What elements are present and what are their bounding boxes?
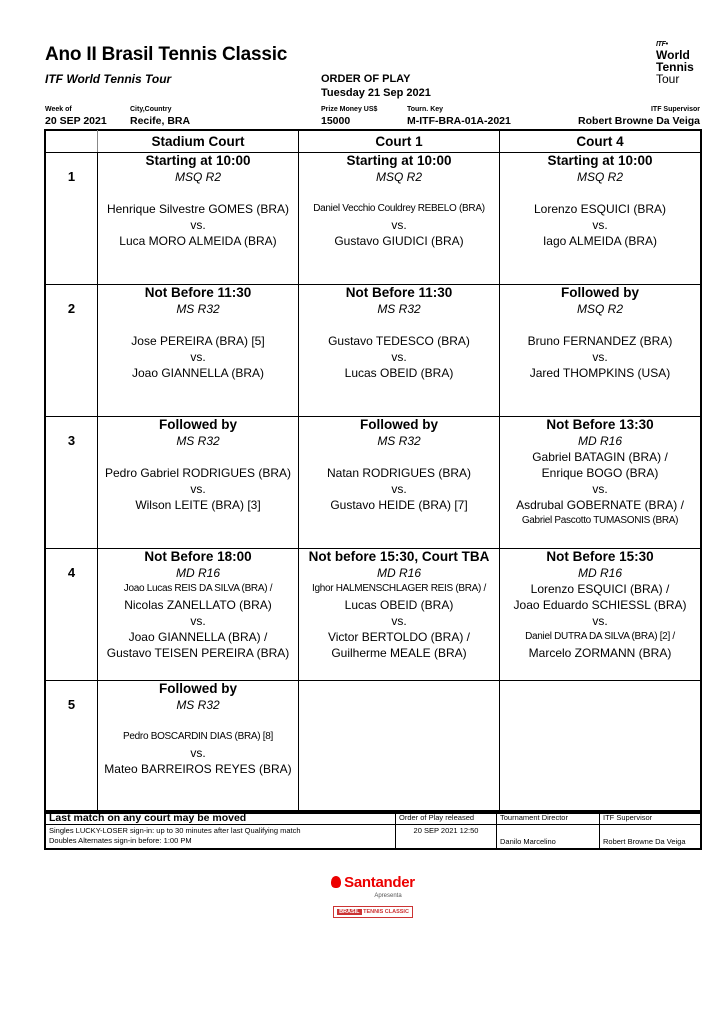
sponsor-name: Santander: [344, 874, 415, 891]
play-date: Tuesday 21 Sep 2021: [321, 87, 431, 99]
player-1: Pedro BOSCARDIN DIAS (BRA) [8]: [123, 731, 273, 742]
match-round: MSQ R2: [576, 302, 623, 316]
player-1: Natan RODRIGUES (BRA): [326, 466, 472, 480]
alternates-note: Doubles Alternates sign-in before: 1:00 PM: [49, 836, 192, 845]
sponsor-tagline: Apresenta: [374, 893, 402, 899]
released-value: 20 SEP 2021 12:50: [396, 825, 497, 849]
versus: vs.: [190, 482, 206, 496]
match-status: Not Before 11:30: [144, 285, 252, 300]
match-cell: [500, 417, 701, 549]
player-2b: Marcelo ZORMANN (BRA): [528, 646, 672, 660]
court-header-row: [46, 131, 701, 153]
event-logo-part-a: BRASIL: [339, 909, 360, 915]
match-row: [46, 153, 701, 285]
match-status: Not Before 13:30: [546, 417, 654, 432]
match-status: Starting at 10:00: [346, 153, 452, 168]
row-number: 5: [46, 681, 98, 813]
match-round: MSQ R2: [174, 170, 221, 184]
match-status: Followed by: [158, 681, 237, 696]
player-1: Jose PEREIRA (BRA) [5]: [131, 334, 265, 348]
match-row: [46, 417, 701, 549]
match-round: MSQ R2: [375, 170, 422, 184]
player-2a: Joao GIANNELLA (BRA) /: [128, 630, 268, 644]
versus: vs.: [391, 218, 407, 232]
supervisor-label: ITF Supervisor: [650, 106, 700, 113]
match-round: MD R16: [577, 566, 622, 580]
match-round: MSQ R2: [576, 170, 623, 184]
match-round: MS R32: [377, 302, 421, 316]
match-status: Not before 15:30, Court TBA: [308, 549, 490, 564]
match-round: MD R16: [175, 566, 220, 580]
match-status: Starting at 10:00: [145, 153, 251, 168]
blank-header-cell: [46, 131, 98, 153]
versus: vs.: [391, 350, 407, 364]
order-of-play-heading: [321, 72, 431, 100]
match-round: MS R32: [377, 434, 421, 448]
versus: vs.: [190, 218, 206, 232]
match-round: MS R32: [176, 302, 220, 316]
player-2: Mateo BARREIROS REYES (BRA): [104, 762, 292, 776]
match-cell: [98, 549, 299, 681]
row-number: 1: [46, 153, 98, 285]
logo-line3: Tour: [656, 72, 680, 86]
footer-table: [44, 810, 702, 850]
player-1b: Nicolas ZANELLATO (BRA): [124, 598, 272, 612]
match-cell: [500, 285, 701, 417]
event-logo-part-b: TENNIS CLASSIC: [363, 909, 409, 915]
santander-logo: [318, 874, 428, 892]
match-cell: [98, 153, 299, 285]
player-2b: Gustavo TEISEN PEREIRA (BRA): [106, 646, 290, 660]
versus: vs.: [592, 482, 608, 496]
released-label: Order of Play released: [396, 812, 497, 825]
order-of-play-grid: [44, 129, 702, 814]
match-status: Starting at 10:00: [547, 153, 653, 168]
match-round: MS R32: [176, 434, 220, 448]
player-1a: Joao Lucas REIS DA SILVA (BRA) /: [123, 583, 273, 594]
match-cell: [500, 153, 701, 285]
court-header: Court 4: [500, 131, 701, 153]
player-1b: Lucas OBEID (BRA): [344, 598, 454, 612]
versus: vs.: [592, 350, 608, 364]
versus: vs.: [391, 614, 407, 628]
brasil-tennis-classic-logo: [333, 906, 413, 918]
supervisor-value: Robert Browne Da Veiga: [578, 115, 700, 127]
order-of-play-label: ORDER OF PLAY: [321, 73, 411, 85]
player-2: Joao GIANNELLA (BRA): [131, 366, 265, 380]
city-label: City,Country: [130, 106, 172, 113]
player-1: Bruno FERNANDEZ (BRA): [527, 334, 673, 348]
logo-itf: ITF: [656, 41, 666, 48]
player-2: Wilson LEITE (BRA) [3]: [135, 498, 261, 512]
week-value: 20 SEP 2021: [45, 115, 107, 127]
court-header: Stadium Court: [98, 131, 299, 153]
match-round: MS R32: [176, 698, 220, 712]
footer-supervisor-label: ITF Supervisor: [600, 812, 701, 825]
match-cell: [299, 153, 500, 285]
sign-in-notes: [46, 825, 396, 849]
player-1: Daniel Vecchio Couldrey REBELO (BRA): [313, 203, 485, 214]
lucky-loser-note: Singles LUCKY-LOSER sign-in: up to 30 minutes after last Qualifying match: [49, 826, 301, 835]
match-status: Followed by: [158, 417, 237, 432]
player-1a: Gabriel BATAGIN (BRA) /: [532, 450, 668, 464]
match-cell: [299, 417, 500, 549]
last-match-notice: Last match on any court may be moved: [46, 812, 396, 825]
tournament-key-label: Tourn. Key: [407, 106, 444, 113]
player-1: Gustavo TEDESCO (BRA): [328, 334, 470, 348]
match-cell: [98, 417, 299, 549]
tournament-key-value: M-ITF-BRA-01A-2021: [407, 115, 511, 127]
court-header: Court 1: [299, 131, 500, 153]
match-round: MD R16: [376, 566, 421, 580]
week-label: Week of: [45, 106, 72, 113]
match-row: [46, 681, 701, 813]
logo-line2: Tennis: [656, 60, 694, 74]
prize-label: Prize Money US$: [321, 106, 378, 113]
player-2a: Daniel DUTRA DA SILVA (BRA) [2] /: [525, 631, 675, 642]
player-2a: Asdrubal GOBERNATE (BRA) /: [516, 498, 684, 512]
match-cell: [299, 549, 500, 681]
player-2b: Gabriel Pascotto TUMASONIS (BRA): [521, 515, 679, 526]
player-1: Henrique Silvestre GOMES (BRA): [106, 202, 290, 216]
versus: vs.: [592, 614, 608, 628]
match-status: Not Before 18:00: [144, 549, 252, 564]
player-1: Lorenzo ESQUICI (BRA): [533, 202, 667, 216]
match-cell: [98, 285, 299, 417]
row-number: 4: [46, 549, 98, 681]
player-2a: Victor BERTOLDO (BRA) /: [327, 630, 471, 644]
versus: vs.: [190, 746, 206, 760]
versus: vs.: [391, 482, 407, 496]
player-2: Lucas OBEID (BRA): [344, 366, 454, 380]
player-2: Luca MORO ALMEIDA (BRA): [119, 234, 277, 248]
match-status: Followed by: [359, 417, 438, 432]
sponsor-block: [318, 874, 428, 918]
player-2: Gustavo HEIDE (BRA) [7]: [330, 498, 468, 512]
versus: vs.: [190, 614, 206, 628]
logo-dot-icon: •: [665, 41, 668, 48]
match-cell: [500, 549, 701, 681]
player-2: Gustavo GIUDICI (BRA): [334, 234, 464, 248]
row-number: 2: [46, 285, 98, 417]
player-1b: Joao Eduardo SCHIESSL (BRA): [513, 598, 687, 612]
prize-value: 15000: [321, 115, 351, 127]
player-1a: Ighor HALMENSCHLAGER REIS (BRA) /: [311, 583, 487, 594]
player-2: Iago ALMEIDA (BRA): [542, 234, 658, 248]
match-status: Followed by: [560, 285, 639, 300]
player-2: Jared THOMPKINS (USA): [529, 366, 671, 380]
player-1b: Enrique BOGO (BRA): [541, 466, 659, 480]
match-status: Not Before 11:30: [345, 285, 453, 300]
logo-line1: World: [656, 48, 690, 62]
tournament-title: Ano II Brasil Tennis Classic: [45, 44, 288, 65]
empty-match-cell: [500, 681, 701, 813]
director-label: Tournament Director: [497, 812, 600, 825]
match-round: MD R16: [577, 434, 622, 448]
match-row: [46, 549, 701, 681]
player-2b: Guilherme MEALE (BRA): [331, 646, 467, 660]
footer-supervisor-value: Robert Browne Da Veiga: [600, 825, 701, 849]
santander-flame-icon: [331, 876, 341, 888]
player-1: Pedro Gabriel RODRIGUES (BRA): [104, 466, 292, 480]
versus: vs.: [592, 218, 608, 232]
itf-world-tennis-tour-logo: [656, 40, 712, 85]
row-number: 3: [46, 417, 98, 549]
match-cell: [98, 681, 299, 813]
versus: vs.: [190, 350, 206, 364]
empty-match-cell: [299, 681, 500, 813]
director-value: Danilo Marcelino: [497, 825, 600, 849]
match-status: Not Before 15:30: [546, 549, 654, 564]
player-1a: Lorenzo ESQUICI (BRA) /: [530, 582, 670, 596]
match-row: [46, 285, 701, 417]
match-cell: [299, 285, 500, 417]
city-value: Recife, BRA: [130, 115, 191, 127]
tour-subtitle: ITF World Tennis Tour: [45, 72, 172, 86]
